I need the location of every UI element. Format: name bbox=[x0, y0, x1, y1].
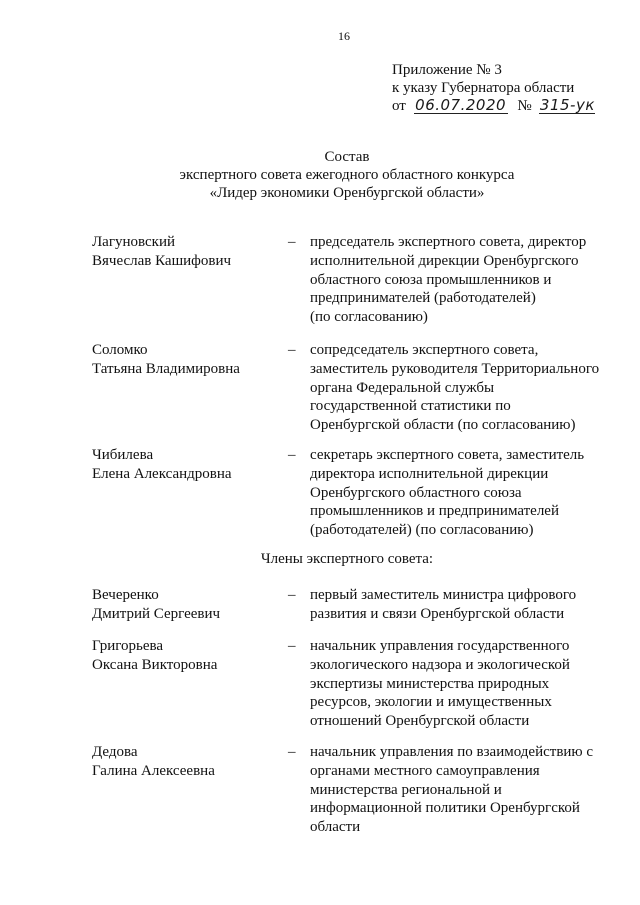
entry-role-line: Оренбургской области (по согласованию) bbox=[310, 417, 576, 434]
title-line: экспертного совета ежегодного областного конкурса bbox=[179, 167, 515, 183]
page-number: 16 bbox=[338, 29, 350, 43]
entry-role-line: экспертизы министерства природных bbox=[310, 675, 550, 692]
entry-role-line: органами местного самоуправления bbox=[310, 762, 540, 779]
entry-name bbox=[92, 637, 217, 675]
appendix-date-line bbox=[392, 97, 595, 115]
entry-role-line: секретарь экспертного совета, заместитель bbox=[310, 447, 585, 463]
entry-given-names: Елена Александровна bbox=[92, 465, 232, 482]
entry-role-line: областного союза промышленников и bbox=[310, 271, 552, 288]
entry-role-line: отношений Оренбургской области bbox=[310, 713, 530, 730]
entry-role bbox=[310, 743, 593, 837]
entry-role-line: развития и связи Оренбургской области bbox=[310, 605, 565, 622]
entry-role-line: министерства региональной и bbox=[310, 781, 502, 798]
entry-role bbox=[310, 446, 584, 540]
entry-role-line: государственной статистики по bbox=[310, 398, 511, 415]
entry-role-line: (по согласованию) bbox=[310, 309, 428, 326]
entry-surname: Лагуновский bbox=[92, 234, 176, 250]
entry-surname: Соломко bbox=[92, 342, 148, 358]
entry-dash: – bbox=[288, 447, 296, 463]
entry-role-line: начальник управления государственного bbox=[310, 638, 570, 654]
title-line: «Лидер экономики Оренбургской области» bbox=[209, 185, 485, 201]
document-title bbox=[97, 148, 597, 202]
entry-role bbox=[310, 586, 576, 624]
members-heading: Члены экспертного совета: bbox=[260, 551, 434, 567]
entry-role-line: ресурсов, экологии и имущественных bbox=[310, 694, 552, 711]
entry-surname: Чибилева bbox=[92, 447, 154, 463]
handwritten-date: 06.07.2020 bbox=[415, 96, 507, 114]
entry-role-line: информационной политики Оренбургской bbox=[310, 800, 580, 817]
entry-dash: – bbox=[288, 638, 296, 654]
entry-given-names: Татьяна Владимировна bbox=[92, 360, 240, 377]
entry-surname: Вечеренко bbox=[92, 587, 159, 603]
entry-role-line: предпринимателей (работодателей) bbox=[310, 290, 536, 307]
entry-role bbox=[310, 341, 599, 435]
entry-name bbox=[92, 743, 215, 781]
appendix-title: Приложение № 3 bbox=[392, 62, 502, 78]
entry-name bbox=[92, 233, 231, 271]
entry-role-line: области bbox=[310, 819, 361, 836]
number-prefix: № bbox=[517, 98, 532, 114]
entry-role bbox=[310, 233, 586, 327]
entry-given-names: Вячеслав Кашифович bbox=[92, 252, 232, 269]
entry-given-names: Оксана Викторовна bbox=[92, 656, 218, 673]
appendix-decree-reference: к указу Губернатора области bbox=[392, 80, 575, 96]
entry-surname: Дедова bbox=[92, 744, 138, 760]
entry-role-line: председатель экспертного совета, директор bbox=[310, 234, 587, 250]
entry-role-line: (работодателей) (по согласованию) bbox=[310, 522, 534, 539]
entry-role-line: директора исполнительной дирекции bbox=[310, 465, 549, 482]
entry-role-line: промышленников и предпринимателей bbox=[310, 503, 559, 520]
entry-role-line: сопредседатель экспертного совета, bbox=[310, 342, 539, 358]
title-line: Состав bbox=[324, 149, 370, 165]
entry-role-line: органа Федеральной службы bbox=[310, 379, 495, 396]
appendix-block bbox=[392, 61, 595, 115]
entry-dash: – bbox=[288, 744, 296, 760]
entry-role-line: Оренбургского областного союза bbox=[310, 484, 522, 501]
entry-name bbox=[92, 341, 240, 379]
entry-role-line: экологического надзора и экологической bbox=[310, 656, 570, 673]
entry-role-line: заместитель руководителя Территориального bbox=[310, 360, 600, 377]
entry-name bbox=[92, 586, 220, 624]
entry-role-line: исполнительной дирекции Оренбургского bbox=[310, 252, 579, 269]
entry-dash: – bbox=[288, 234, 296, 250]
entry-name bbox=[92, 446, 232, 484]
entry-role-line: начальник управления по взаимодействию с bbox=[310, 744, 594, 760]
entry-role bbox=[310, 637, 570, 731]
handwritten-decree-number: 315-ук bbox=[539, 96, 595, 114]
entry-given-names: Галина Алексеевна bbox=[92, 762, 215, 779]
entry-role-line: первый заместитель министра цифрового bbox=[310, 587, 577, 603]
entry-surname: Григорьева bbox=[92, 638, 164, 654]
entry-dash: – bbox=[288, 587, 296, 603]
entry-dash: – bbox=[288, 342, 296, 358]
entry-given-names: Дмитрий Сергеевич bbox=[92, 605, 221, 622]
date-prefix: от bbox=[392, 98, 406, 114]
